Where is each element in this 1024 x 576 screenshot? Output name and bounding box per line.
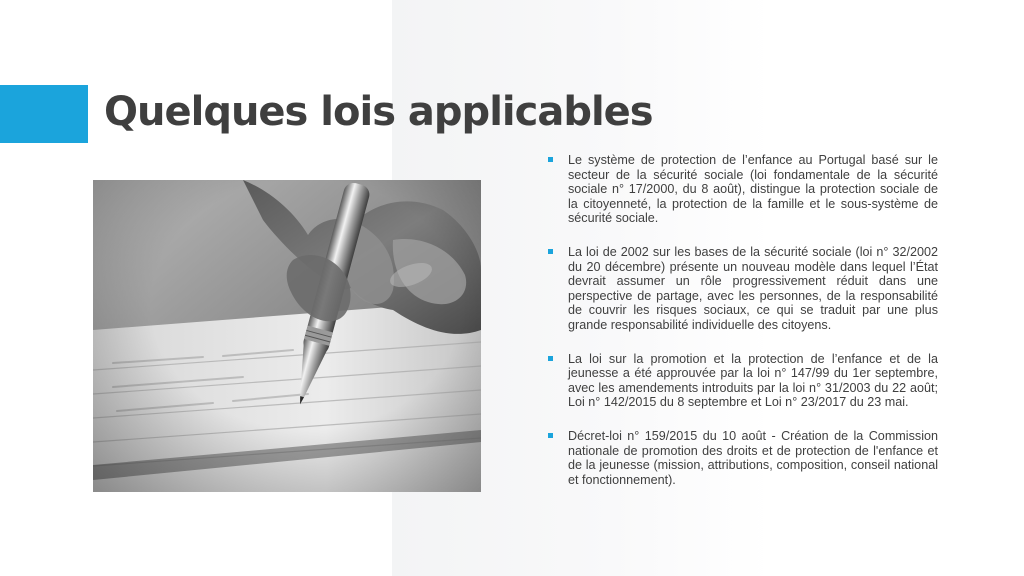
bullet-item bbox=[548, 352, 938, 410]
bullet-text: Le système de protection de l’enfance au Portugal basé sur le secteur de la sécurité sociale (loi fondamentale de la sécurité sociale n° 17/2000, du 8 août), distingue la protection sociale de la citoyenneté, la protection de la famille et le sous-système de sécurité sociale. bbox=[568, 153, 938, 226]
title-accent-bar bbox=[0, 85, 88, 143]
square-bullet-icon bbox=[548, 249, 553, 254]
square-bullet-icon bbox=[548, 157, 553, 162]
bullet-item bbox=[548, 429, 938, 487]
hand-writing-photo bbox=[93, 180, 481, 492]
bullet-text: Décret-loi n° 159/2015 du 10 août - Création de la Commission nationale de promotion des droits et de protection de l'enfance et de la jeunesse (mission, attributions, composition, conseil national et fonctionnement). bbox=[568, 428, 938, 487]
square-bullet-icon bbox=[548, 356, 553, 361]
bullet-item bbox=[548, 245, 938, 333]
bullet-item bbox=[548, 153, 938, 226]
square-bullet-icon bbox=[548, 433, 553, 438]
bullet-list bbox=[548, 153, 938, 506]
bullet-text: La loi sur la promotion et la protection de l’enfance et de la jeunesse a été approuvée par la loi n° 147/99 du 1er septembre, avec les amendements introduits par la loi n° 31/2003 du 22 août; Loi n° 142/2015 du 8 septembre et Loi n° 23/2017 du 23 mai. bbox=[568, 351, 938, 410]
bullet-text: La loi de 2002 sur les bases de la sécurité sociale (loi n° 32/2002 du 20 décembre) présente un nouveau modèle dans lequel l’État devrait assumer un rôle progressivement réduit dans une perspective de partage, avec les personnes, de la responsabilité de couvrir les risques sociaux, ce qui se traduit par une plus grande responsabilité individuelle des citoyens. bbox=[568, 244, 938, 332]
slide-title: Quelques lois applicables bbox=[104, 89, 653, 135]
